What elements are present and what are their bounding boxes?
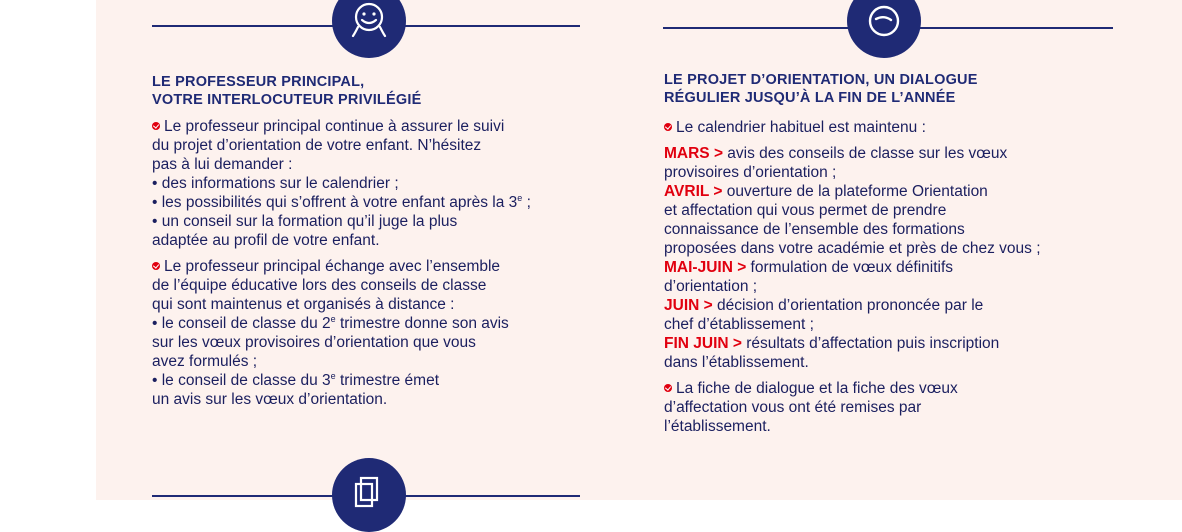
check-bullet-icon: [664, 384, 672, 392]
clock-icon: [864, 1, 904, 41]
right-heading-line-2: RÉGULIER JUSQU’À LA FIN DE L’ANNÉE: [664, 90, 956, 106]
left-p1-item-3: • un conseil sur la formation qu’il juge la plus: [152, 213, 458, 230]
left-p2-item-1: • le conseil de classe du 2e trimestre donne son avis: [152, 313, 509, 332]
right-closing-2: d’affectation vous ont été remises par: [664, 399, 922, 416]
calendar-fin-juin-cont: dans l’établissement.: [664, 354, 809, 371]
calendar-avril-cont-1: et affectation qui vous permet de prendre: [664, 202, 947, 219]
left-p2-item-2: • le conseil de classe du 3e trimestre émet: [152, 370, 439, 389]
left-p2-line-2: de l’équipe éducative lors des conseils de classe: [152, 277, 487, 294]
calendar-avril-cont-2: connaissance de l’ensemble des formations: [664, 221, 965, 238]
calendar-juin: JUIN > décision d’orientation prononcée par le: [664, 297, 984, 314]
smiley-person-icon: [349, 0, 389, 40]
right-intro: Le calendrier habituel est maintenu :: [664, 118, 1041, 137]
check-bullet-icon: [664, 123, 672, 131]
calendar-mars-cont: provisoires d’orientation ;: [664, 164, 837, 181]
left-p1-line-2: du projet d’orientation de votre enfant. N’hésitez: [152, 137, 482, 154]
right-closing-3: l’établissement.: [664, 418, 771, 435]
right-body: [664, 118, 1041, 436]
calendar-mars: MARS > avis des conseils de classe sur les vœux: [664, 145, 1008, 162]
left-heading-line-2: VOTRE INTERLOCUTEUR PRIVILÉGIÉ: [152, 92, 422, 108]
calendar-fin-juin: FIN JUIN > résultats d’affectation puis inscription: [664, 335, 1000, 352]
left-p1-item-2: • les possibilités qui s’offrent à votre enfant après la 3e ;: [152, 192, 531, 211]
left-p2-item-2-cont: un avis sur les vœux d’orientation.: [152, 391, 388, 408]
check-bullet-icon: [152, 262, 160, 270]
calendar-juin-cont: chef d’établissement ;: [664, 316, 814, 333]
left-p1-line-3: pas à lui demander :: [152, 156, 293, 173]
left-heading-line-1: LE PROFESSEUR PRINCIPAL,: [152, 74, 365, 90]
calendar-mai-juin: MAI-JUIN > formulation de vœux définitifs: [664, 259, 954, 276]
right-closing-1: La fiche de dialogue et la fiche des vœux: [664, 379, 1041, 398]
document-icon: [351, 474, 387, 510]
calendar-avril: AVRIL > ouverture de la plateforme Orientation: [664, 183, 988, 200]
left-heading: [152, 73, 421, 109]
left-bottom-badge: [332, 458, 406, 532]
check-bullet-icon: [152, 122, 160, 130]
left-p1-item-1: • des informations sur le calendrier ;: [152, 175, 399, 192]
calendar-mai-juin-cont: d’orientation ;: [664, 278, 758, 295]
left-p2-item-1-end: avez formulés ;: [152, 353, 258, 370]
right-heading: [664, 71, 978, 107]
left-p1-item-3-cont: adaptée au profil de votre enfant.: [152, 232, 380, 249]
left-p2-item-1-cont: sur les vœux provisoires d’orientation que vous: [152, 334, 476, 351]
calendar-avril-cont-3: proposées dans votre académie et près de chez vous ;: [664, 240, 1041, 257]
right-heading-line-1: LE PROJET D’ORIENTATION, UN DIALOGUE: [664, 72, 978, 88]
left-body: [152, 117, 531, 409]
left-p2-line-3: qui sont maintenus et organisés à distance :: [152, 296, 455, 313]
left-p2-line-1: Le professeur principal échange avec l’ensemble: [152, 257, 531, 276]
left-p1-line-1: Le professeur principal continue à assurer le suivi: [152, 117, 531, 136]
